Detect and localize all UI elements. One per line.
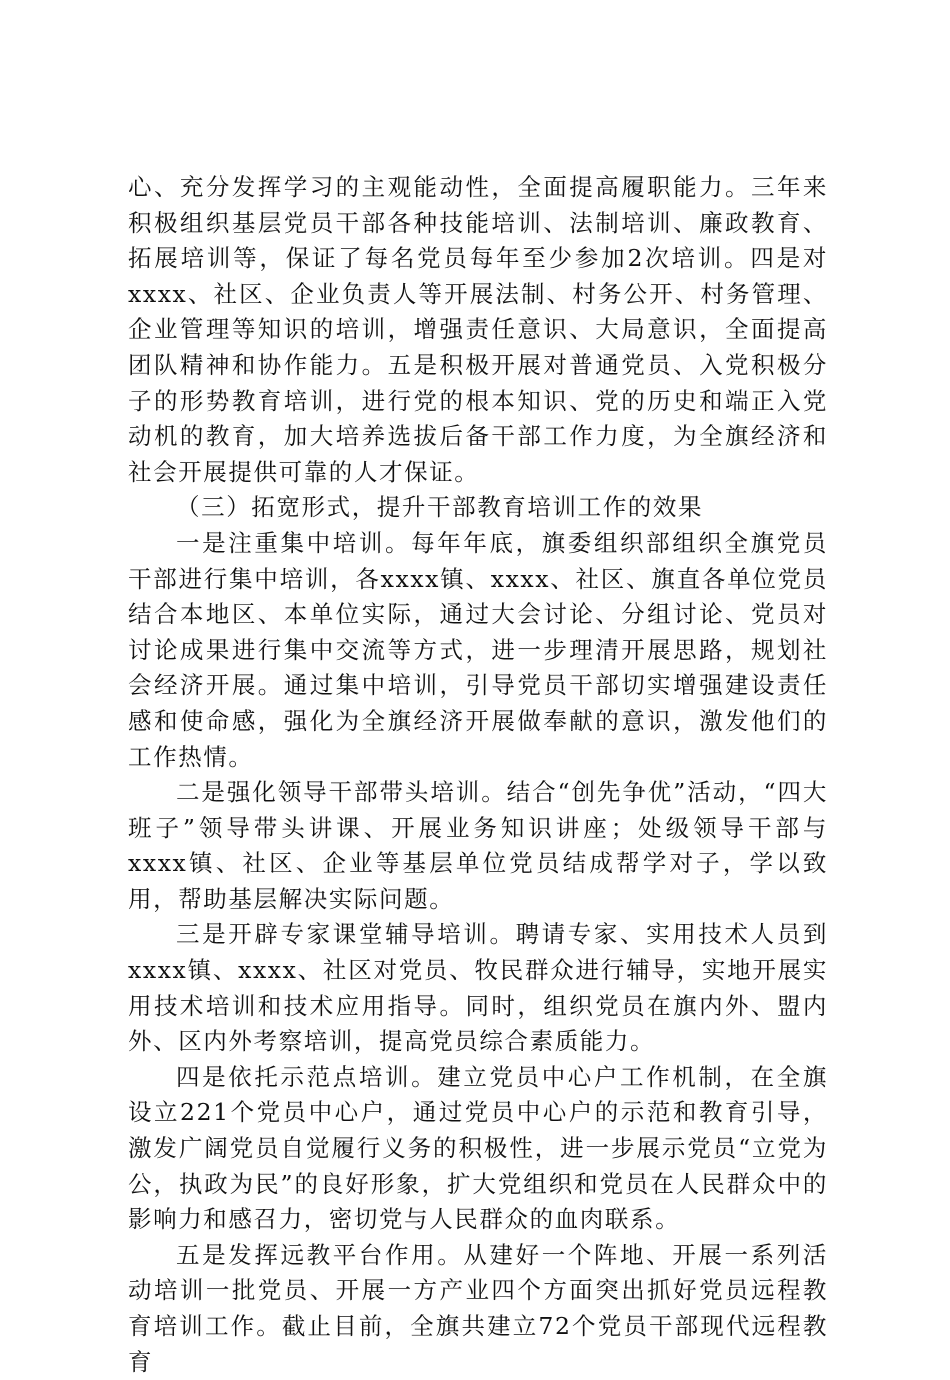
document-body: [128, 170, 828, 1380]
paragraph-continuation: 心、充分发挥学习的主观能动性，全面提高履职能力。三年来积极组织基层党员干部各种技能培训、法制培训、廉政教育、拓展培训等，保证了每名党员每年至少参加2次培训。四是对xxxx、社区、企业负责人等开展法制、村务公开、村务管理、企业管理等知识的培训，增强责任意识、大局意识，全面提高团队精神和协作能力。五是积极开展对普通党员、入党积极分子的形势教育培训，进行党的根本知识、党的历史和端正入党动机的教育，加大培养选拔后备干部工作力度，为全旗经济和社会开展提供可靠的人才保证。: [128, 173, 828, 486]
section-heading: （三）拓宽形式，提升干部教育培训工作的效果: [176, 493, 704, 522]
paragraph-demo-training: 四是依托示范点培训。建立党员中心户工作机制，在全旗设立221个党员中心户，通过党员中心户的示范和教育引导，激发广阔党员自觉履行义务的积极性，进一步展示党员“立党为公，执政为民”的良好形象，扩大党组织和党员在人民群众中的影响力和感召力，密切党与人民群众的血肉联系。: [128, 1062, 828, 1234]
paragraph-centralized-training: 一是注重集中培训。每年年底，旗委组织部组织全旗党员干部进行集中培训，各xxxx镇、xxxx、社区、旗直各单位党员结合本地区、本单位实际，通过大会讨论、分组讨论、党员对讨论成果进行集中交流等方式，进一步理清开展思路，规划社会经济开展。通过集中培训，引导党员干部切实增强建设责任感和使命感，强化为全旗经济开展做奉献的意识，激发他们的工作热情。: [128, 528, 828, 771]
paragraph-remote-education: 五是发挥远教平台作用。从建好一个阵地、开展一系列活动培训一批党员、开展一方产业四个方面突出抓好党员远程教育培训工作。截止目前，全旗共建立72个党员干部现代远程教育: [128, 1240, 828, 1376]
paragraph-leader-training: 二是强化领导干部带头培训。结合“创先争优”活动，“四大班子”领导带头讲课、开展业务知识讲座；处级领导干部与xxxx镇、社区、企业等基层单位党员结成帮学对子，学以致用，帮助基层解决实际问题。: [128, 778, 828, 913]
paragraph-expert-training: 三是开辟专家课堂辅导培训。聘请专家、实用技术人员到xxxx镇、xxxx、社区对党员、牧民群众进行辅导，实地开展实用技术培训和技术应用指导。同时，组织党员在旗内外、盟内外、区内外考察培训，提高党员综合素质能力。: [128, 920, 828, 1056]
